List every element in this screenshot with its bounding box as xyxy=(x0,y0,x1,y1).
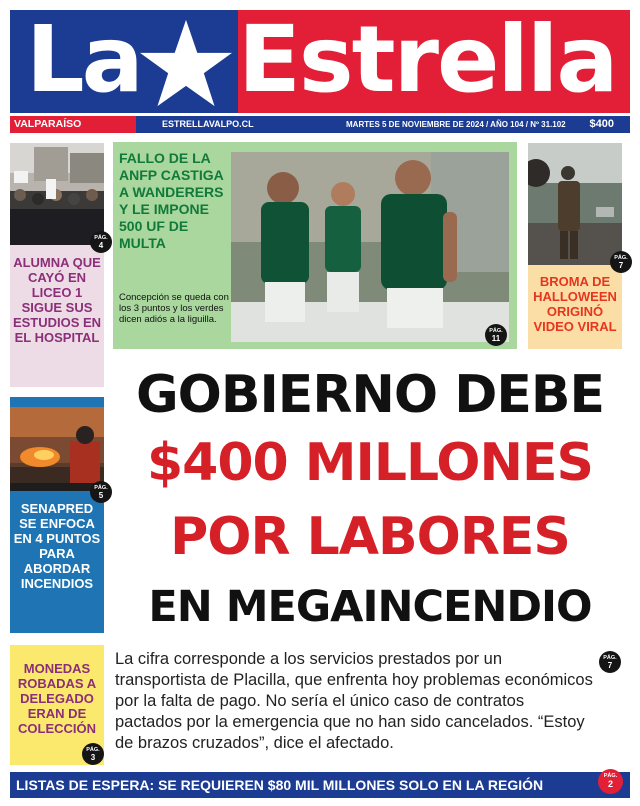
story-box-senapred[interactable] xyxy=(10,397,108,633)
issue-date: MARTES 5 DE NOVIEMBRE DE 2024 / AÑO 104 / Nº 31.102 xyxy=(346,120,566,129)
page-badge: PÁG. 7 xyxy=(610,251,632,273)
sports-subhead: Concepción se queda con los 3 puntos y los verdes dicen adiós a la liguilla. xyxy=(119,292,229,325)
main-story-body: La cifra corresponde a los servicios prestados por un transportista de Placilla, que enfrenta hoy problemas económicos por la falta de pago. No sería el único caso de contratos pactados por la emergencia que no han sido cancelados. “Estoy de brazos cruzados”, dice el afectado. xyxy=(115,650,593,752)
sports-headline: FALLO DE LA ANFP CASTIGA A WANDERERS Y LE IMPONE 500 UF DE MULTA xyxy=(119,150,224,251)
bottom-banner-text: LISTAS DE ESPERA: SE REQUIEREN $80 MIL MILLONES SOLO EN LA REGIÓN xyxy=(16,777,544,793)
story-headline: SENAPRED SE ENFOCA EN 4 PUNTOS PARA ABORDAR INCENDIOS xyxy=(13,501,101,591)
logo-word-estrella: Estrella xyxy=(238,10,617,113)
page-badge: PÁG. 11 xyxy=(485,324,507,346)
main-story-page-badge: PÁG. 7 xyxy=(599,651,621,673)
newspaper-logo xyxy=(10,10,630,113)
masthead xyxy=(10,10,630,113)
story-headline: ALUMNA QUE CAYÓ EN LICEO 1 SIGUE SUS ESTUDIOS EN EL HOSPITAL xyxy=(12,255,102,345)
halloween-prank-photo xyxy=(528,143,622,265)
price-label: $400 xyxy=(589,118,614,130)
story-headline: MONEDAS ROBADAS A DELEGADO ERAN DE COLECCIÓN xyxy=(17,661,97,736)
story-headline: BROMA DE HALLOWEEN ORIGINÓ VIDEO VIRAL xyxy=(533,274,617,334)
student-protest-photo xyxy=(10,143,104,245)
bottom-banner[interactable] xyxy=(10,772,630,798)
website-link[interactable]: ESTRELLAVALPO.CL xyxy=(162,119,254,129)
main-headline-line-4: EN MEGAINCENDIO xyxy=(148,582,592,632)
page-badge: PÁG. 4 xyxy=(90,231,112,253)
bottom-page-badge: PÁG. 2 xyxy=(598,769,623,794)
wildfire-photo xyxy=(10,407,104,491)
main-headline-line-2: $400 MILLONES xyxy=(146,433,594,493)
star-icon xyxy=(138,18,234,110)
city-label: VALPARAÍSO xyxy=(10,116,136,133)
page-badge: PÁG. 5 xyxy=(90,481,112,503)
main-headline-line-1: GOBIERNO DEBE xyxy=(135,365,605,425)
masthead-info-bar xyxy=(10,116,630,133)
page-badge: PÁG. 3 xyxy=(82,743,104,765)
story-box-halloween[interactable] xyxy=(528,143,628,349)
story-box-coins[interactable] xyxy=(10,645,104,765)
logo-word-la: La xyxy=(26,10,141,113)
story-box-student[interactable] xyxy=(10,143,108,387)
main-headline-line-3: POR LABORES xyxy=(170,507,570,567)
sports-story-box[interactable] xyxy=(113,142,517,349)
football-players-photo xyxy=(231,152,509,342)
